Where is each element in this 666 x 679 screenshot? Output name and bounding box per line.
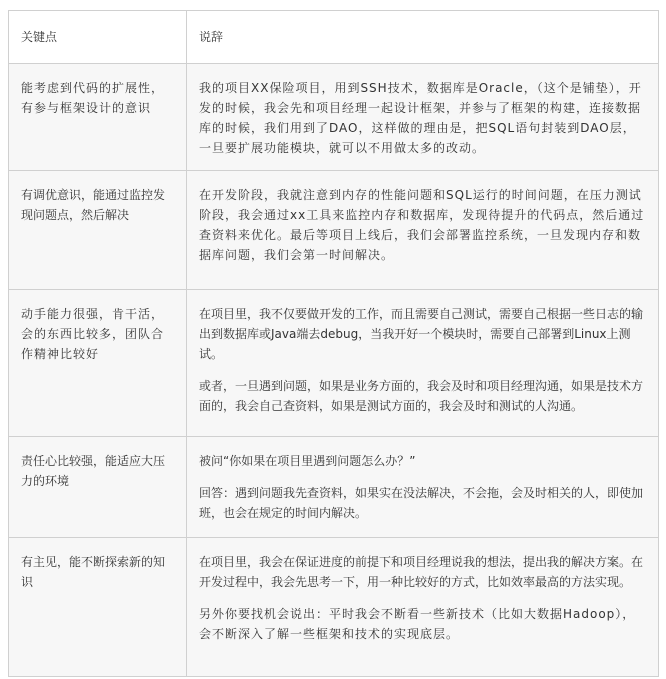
- row-paragraph: 回答：遇到问题我先查资料，如果实在没法解决，不会拖，会及时相关的人，即使加班，也会在规定的时间内解决。: [199, 486, 644, 520]
- table-row: [9, 64, 659, 171]
- row-paragraph: 被问“你如果在项目里遇到问题怎么办？”: [199, 454, 416, 468]
- row-key: 能考虑到代码的扩展性，有参与框架设计的意识: [9, 64, 187, 171]
- row-value: [187, 538, 659, 677]
- row-key: 动手能力很强，肯干活，会的东西比较多，团队合作精神比较好: [9, 290, 187, 437]
- table-row: [9, 171, 659, 290]
- header-key-points: 关键点: [9, 11, 187, 64]
- table-row: [9, 290, 659, 437]
- row-value: [187, 64, 659, 171]
- row-paragraph: 我的项目XX保险项目，用到SSH技术，数据库是Oracle，（这个是铺垫），开发的时候，我会先和项目经理一起设计框架，并参与了框架的构建，连接数据库的时候，我们用到了DAO，这样做的理由是，把SQL语句封装到DAO层，一旦要扩展功能模块，就可以不用做太多的改动。: [199, 81, 642, 155]
- table-header-row: [9, 11, 659, 64]
- table-row: [9, 538, 659, 677]
- table-row: [9, 437, 659, 538]
- row-paragraph: 另外你要找机会说出：平时我会不断看一些新技术（比如大数据Hadoop），会不断深入了解一些框架和技术的实现底层。: [199, 607, 636, 641]
- row-paragraph: 在项目里，我不仅要做开发的工作，而且需要自己测试，需要自己根据一些日志的输出到数据库或Java端去debug，当我开好一个模块时，需要自己部署到Linux上测试。: [199, 307, 644, 361]
- row-value: [187, 437, 659, 538]
- header-talking-points: 说辞: [187, 11, 659, 64]
- row-paragraph: 或者，一旦遇到问题，如果是业务方面的，我会及时和项目经理沟通，如果是技术方面的，我会自己查资料，如果是测试方面的，我会及时和测试的人沟通。: [199, 379, 644, 413]
- row-value: [187, 290, 659, 437]
- row-key: 有调优意识，能通过监控发现问题点，然后解决: [9, 171, 187, 290]
- row-paragraph: 在项目里，我会在保证进度的前提下和项目经理说我的想法，提出我的解决方案。在开发过程中，我会先思考一下，用一种比较好的方式，比如效率最高的方法实现。: [199, 555, 644, 589]
- row-key: 有主见，能不断探索新的知识: [9, 538, 187, 677]
- row-value: [187, 171, 659, 290]
- key-points-table: [8, 10, 659, 677]
- row-key: 责任心比较强，能适应大压力的环境: [9, 437, 187, 538]
- row-paragraph: 在开发阶段，我就注意到内存的性能问题和SQL运行的时间问题，在压力测试阶段，我会通过xx工具来监控内存和数据库，发现待提升的代码点，然后通过查资料来优化。最后等项目上线后，我们会部署监控系统，一旦发现内存和数据库问题，我们会第一时间解决。: [199, 188, 645, 262]
